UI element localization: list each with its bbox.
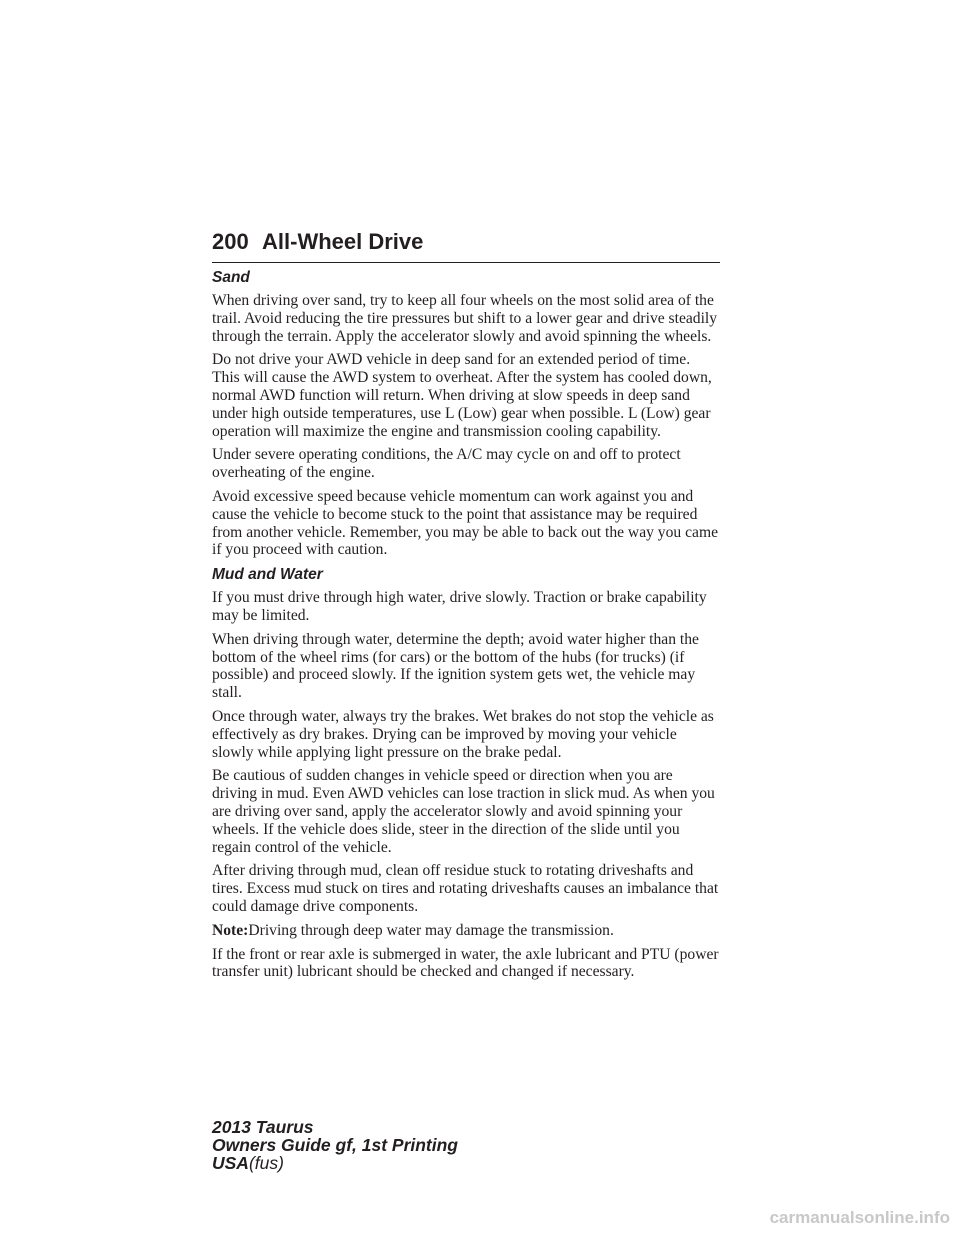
footer-edition: Owners Guide gf, 1st Printing [212,1135,458,1155]
watermark: carmanualsonline.info [769,1208,950,1227]
paragraph: Be cautious of sudden changes in vehicle speed or direction when you are driving in mud. Even AWD vehicles can lose traction in slick mud. As when you are driving over sand, apply the accelerator slowly and avoid spinning your wheels. If the vehicle does slide, steer in the direction of the slide until you regain control of the vehicle. [212,767,715,856]
note-text: Driving through deep water may damage the transmission. [248,921,614,939]
section-heading-mud-and-water: Mud and Water [212,566,323,584]
paragraph: After driving through mud, clean off residue stuck to rotating driveshafts and tires. Excess mud stuck on tires and rotating driveshafts causes an imbalance that could damage drive components. [212,862,719,915]
footer-code: (fus) [248,1153,284,1173]
paragraph: If the front or rear axle is submerged in water, the axle lubricant and PTU (power transfer unit) lubricant should be checked and changed if necessary. [212,945,719,981]
paragraph: Under severe operating conditions, the A/C may cycle on and off to protect overheating of the engine. [212,446,681,482]
note-paragraph [212,922,720,940]
page-content [212,268,720,987]
footer-market [212,1154,458,1172]
paragraph: If you must drive through high water, drive slowly. Traction or brake capability may be limited. [212,589,707,624]
paragraph: Avoid excessive speed because vehicle momentum can work against you and cause the vehicle to become stuck to the point that assistance may be required from another vehicle. Remember, you may be able to back out the way you came if you proceed with caution. [212,487,718,559]
paragraph: Once through water, always try the brakes. Wet brakes do not stop the vehicle as effectively as dry brakes. Drying can be improved by moving your vehicle slowly while applying light pressure on the brake pedal. [212,707,714,761]
page-number: 200 [212,229,249,254]
paragraph: When driving over sand, try to keep all four wheels on the most solid area of the trail. Avoid reducing the tire pressures but shift to a lower gear and drive steadily through the terrain. Apply the accelerator slowly and avoid spinning the wheels. [212,292,718,345]
footer-model: 2013 Taurus [212,1117,314,1137]
footer-country: USA [212,1153,249,1173]
chapter-title: All-Wheel Drive [262,229,424,254]
paragraph: When driving through water, determine the depth; avoid water higher than the bottom of the wheel rims (for cars) or the bottom of the hubs (for trucks) (if possible) and proceed slowly. If the ignition system gets wet, the vehicle may stall. [212,630,699,702]
note-label: Note: [212,921,249,939]
section-heading-sand: Sand [212,269,250,286]
paragraph: Do not drive your AWD vehicle in deep sand for an extended period of time. This will cause the AWD system to overheat. After the system has cooled down, normal AWD function will return. When driving at slow speeds in deep sand under high outside temperatures, use L (Low) gear when possible. L (Low) gear operation will maximize the engine and transmission cooling capability. [212,351,712,440]
page-footer [212,1118,458,1172]
page-header [212,226,720,263]
